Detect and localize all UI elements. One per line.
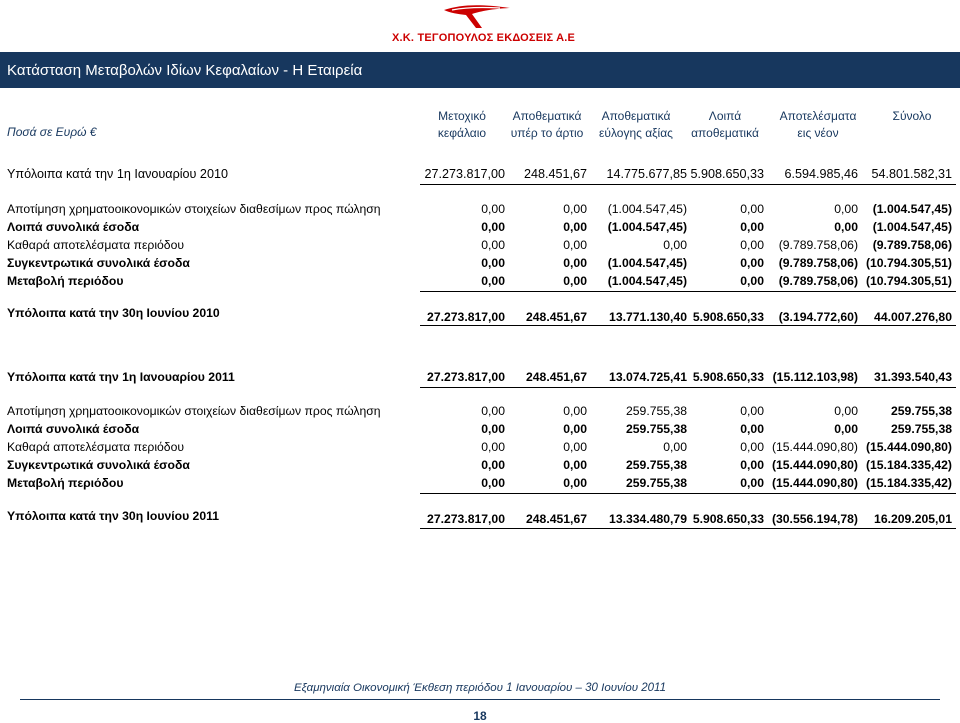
table-row: Καθαρά αποτελέσματα περιόδου 0,00 0,00 0,00 0,00 (15.444.090,80) (15.444.090,80) xyxy=(7,440,952,454)
page-title: Κατάσταση Μεταβολών Ιδίων Κεφαλαίων - Η Εταιρεία xyxy=(7,62,363,79)
table-row: Αποτίμηση χρηματοοικονομικών στοιχείων διαθεσίμων προς πώληση 0,00 0,00 (1.004.547,45) 0,00 0,00 (1.004.547,45) xyxy=(7,202,952,216)
footer-divider xyxy=(20,699,940,700)
divider xyxy=(420,387,956,388)
table-row: Καθαρά αποτελέσματα περιόδου 0,00 0,00 0,00 0,00 (9.789.758,06) (9.789.758,06) xyxy=(7,238,952,252)
table-row: Αποτίμηση χρηματοοικονομικών στοιχείων διαθεσίμων προς πώληση 0,00 0,00 259.755,38 0,00 0,00 259.755,38 xyxy=(7,404,952,418)
table-row-closing-2011: Υπόλοιπα κατά την 30η Ιουνίου 2011 27.273.817,00 248.451,67 13.334.480,79 5.908.650,33 (30.556.194,78) 16.209.205,01 xyxy=(7,509,952,526)
table-row: Λοιπά συνολικά έσοδα 0,00 0,00 (1.004.547,45) 0,00 0,00 (1.004.547,45) xyxy=(7,220,952,234)
divider xyxy=(420,493,956,494)
col-header-retained-earnings: Αποτελέσματα εις νέον xyxy=(779,109,857,140)
col-header-total: Σύνολο xyxy=(892,109,932,123)
table-row: Μεταβολή περιόδου 0,00 0,00 259.755,38 0,00 (15.444.090,80) (15.184.335,42) xyxy=(7,476,952,490)
divider xyxy=(420,528,956,529)
divider xyxy=(420,184,956,185)
footer-text: Εξαμηνιαία Οικονομική Έκθεση περιόδου 1 Ιανουαρίου – 30 Ιουνίου 2011 xyxy=(294,682,666,694)
col-header-fair-value: Αποθεματικά εύλογης αξίας xyxy=(599,109,673,140)
table-row-opening-2011: Υπόλοιπα κατά την 1η Ιανουαρίου 2011 27.273.817,00 248.451,67 13.074.725,41 5.908.650,33 (15.112.103,98) 31.393.540,43 xyxy=(7,370,952,384)
table-row-opening-2010: Υπόλοιπα κατά την 1η Ιανουαρίου 2010 27.273.817,00 248.451,67 14.775.677,85 5.908.650,33 6.594.985,46 54.801.582,31 xyxy=(7,167,952,181)
table-row: Συγκεντρωτικά συνολικά έσοδα 0,00 0,00 (1.004.547,45) 0,00 (9.789.758,06) (10.794.305,51) xyxy=(7,256,952,270)
table-row: Συγκεντρωτικά συνολικά έσοδα 0,00 0,00 259.755,38 0,00 (15.444.090,80) (15.184.335,42) xyxy=(7,458,952,472)
col-header-other-reserves: Λοιπά αποθεματικά xyxy=(691,109,759,140)
col-header-share-premium: Αποθεματικά υπέρ το άρτιο xyxy=(510,109,584,140)
table-row-closing-2010: Υπόλοιπα κατά την 30η Ιουνίου 2010 27.273.817,00 248.451,67 13.771.130,40 5.908.650,33 (3.194.772,60) 44.007.276,80 xyxy=(7,306,952,324)
title-bar xyxy=(0,52,960,88)
company-name: Χ.Κ. ΤΕΓΟΠΟΥΛΟΣ ΕΚΔΟΣΕΙΣ Α.Ε xyxy=(392,32,576,44)
company-logo-icon xyxy=(442,2,512,30)
amount-unit-label: Ποσά σε Ευρώ € xyxy=(7,125,97,139)
divider xyxy=(420,291,956,292)
table-row: Μεταβολή περιόδου 0,00 0,00 (1.004.547,45) 0,00 (9.789.758,06) (10.794.305,51) xyxy=(7,274,952,288)
col-header-share-capital: Μετοχικό κεφάλαιο xyxy=(437,109,487,140)
page-number: 18 xyxy=(473,709,487,723)
divider xyxy=(420,325,956,326)
table-row: Λοιπά συνολικά έσοδα 0,00 0,00 259.755,38 0,00 0,00 259.755,38 xyxy=(7,422,952,436)
